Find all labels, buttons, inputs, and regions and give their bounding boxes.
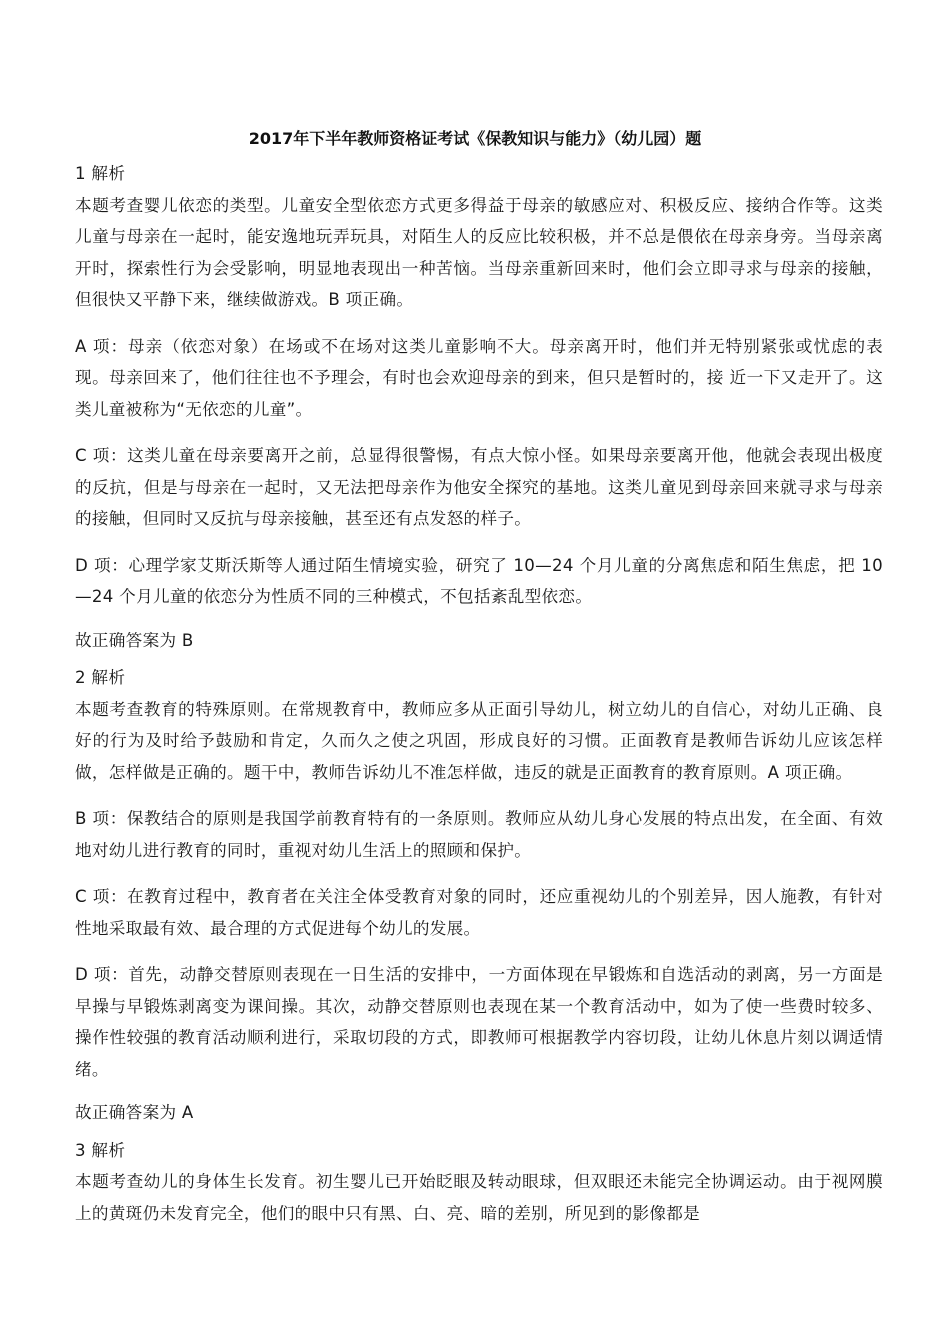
section-heading: 3 解析 [75, 1140, 126, 1160]
option-c-paragraph: C 项：在教育过程中，教育者在关注全体受教育对象的同时，还应重视幼儿的个别差异，因人施教，有针对性地采取最有效、最合理的方式促进每个幼儿的发展。 [75, 887, 883, 938]
section-heading: 2 解析 [75, 668, 126, 687]
analysis-paragraph: 本题考查幼儿的身体生长发育。初生婴儿已开始眨眼及转动眼球，但双眼还未能完全协调运动。由于视网膜上的黄斑仍未发育完全，他们的眼中只有黑、白、亮、暗的差别，所见到的影像都是 [75, 1172, 883, 1223]
option-d-paragraph: D 项：首先，动静交替原则表现在一日生活的安排中，一方面体现在早锻炼和自选活动的剥离，另一方面是早操与早锻炼剥离变为课间操。其次，动静交替原则也表现在某一个教育活动中，如为了使一些费时较多、操作性较强的教育活动顺利进行，采取切段的方式，即教师可根据教学内容切段，让幼儿休息片刻以调适情绪。 [75, 965, 883, 1079]
option-b-paragraph: B 项：保教结合的原则是我国学前教育特有的一条原则。教师应从幼儿身心发展的特点出发，在全面、有效地对幼儿进行教育的同时，重视对幼儿生活上的照顾和保护。 [75, 809, 883, 860]
option-c-paragraph: C 项：这类儿童在母亲要离开之前，总显得很警惕，有点大惊小怪。如果母亲要离开他，他就会表现出极度的反抗，但是与母亲在一起时，又无法把母亲作为他安全探究的基地。这类儿童见到母亲回来就寻求与母亲的接触，但同时又反抗与母亲接触，甚至还有点发怒的样子。 [75, 446, 883, 528]
analysis-paragraph: 本题考查教育的特殊原则。在常规教育中，教师应多从正面引导幼儿，树立幼儿的自信心，对幼儿正确、良好的行为及时给予鼓励和肯定，久而久之使之巩固，形成良好的习惯。正面教育是教师告诉幼儿应该怎样做，怎样做是正确的。题干中，教师告诉幼儿不准怎样做，违反的就是正面教育的教育原则。A 项正确。 [75, 699, 883, 782]
document-title: 2017年下半年教师资格证考试《保教知识与能力》（幼儿园）题 [248, 129, 702, 148]
option-d-paragraph: D 项：心理学家艾斯沃斯等人通过陌生情境实验，研究了 10—24 个月儿童的分离焦虑和陌生焦虑，把 10—24 个月儿童的依恋分为性质不同的三种模式，不包括紊乱型依恋。 [75, 555, 883, 606]
answer-line: 故正确答案为 A [75, 1103, 194, 1122]
answer-line: 故正确答案为 B [75, 630, 194, 650]
option-a-paragraph: A 项：母亲（依恋对象）在场或不在场对这类儿童影响不大。母亲离开时，他们并无特别紧张或忧虑的表现。母亲回来了，他们往往也不予理会，有时也会欢迎母亲的到来，但只是暂时的，接 近一下又走开了。这类儿童被称为“无依恋的儿童”。 [75, 336, 883, 419]
section-heading: 1 解析 [75, 164, 126, 183]
document-body [75, 158, 883, 1229]
analysis-paragraph: 本题考查婴儿依恋的类型。儿童安全型依恋方式更多得益于母亲的敏感应对、积极反应、接纳合作等。这类儿童与母亲在一起时，能安逸地玩弄玩具，对陌生人的反应比较积极，并不总是偎依在母亲身旁。当母亲离开时，探索性行为会受影响，明显地表现出一种苦恼。当母亲重新回来时，他们会立即寻求与母亲的接触，但很快又平静下来，继续做游戏。B 项正确。 [75, 195, 883, 309]
